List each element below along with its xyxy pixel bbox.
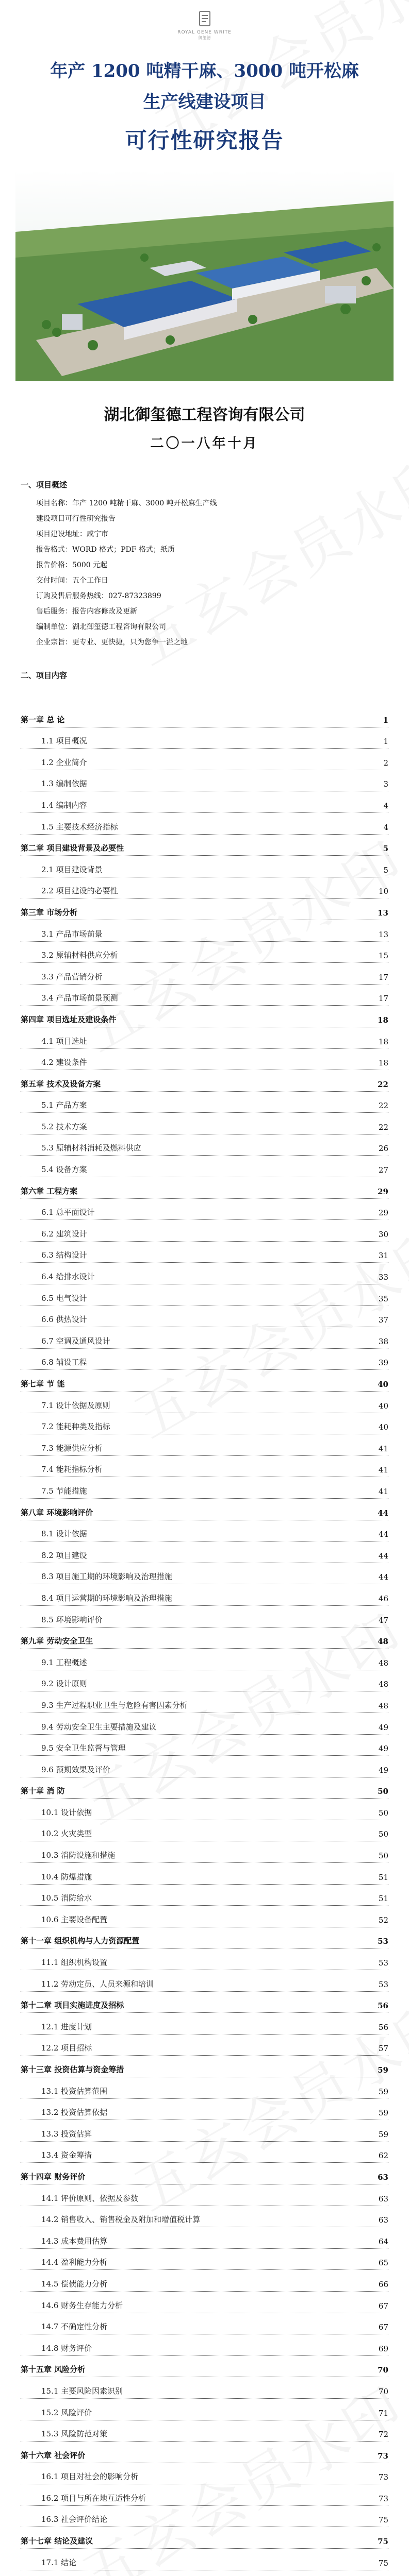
toc-page-number: 35 — [378, 1294, 388, 1303]
toc-page-number: 50 — [378, 1808, 388, 1818]
toc-section-row[interactable] — [21, 1220, 388, 1242]
toc-page-number: 70 — [378, 2386, 388, 2396]
toc-page-number: 65 — [378, 2258, 388, 2268]
toc-section-row[interactable] — [21, 1541, 388, 1563]
toc-page-number: 64 — [378, 2236, 388, 2246]
toc-entry-title: 9.4 劳动安全卫生主要措施及建议 — [41, 1722, 157, 1732]
toc-section-row[interactable] — [21, 1263, 388, 1284]
toc-entry-title: 10.3 消防设施和措施 — [41, 1851, 116, 1860]
toc-entry-title: 1.5 主要技术经济指标 — [41, 822, 118, 832]
toc-entry-title: 11.1 组织机构设置 — [41, 1958, 108, 1968]
toc-page-number: 73 — [378, 2451, 388, 2461]
toc-section-row[interactable] — [21, 1327, 388, 1349]
toc-section-row[interactable] — [21, 2120, 388, 2142]
toc-section-row[interactable] — [21, 1948, 388, 1970]
toc-section-row[interactable] — [21, 1392, 388, 1413]
overview-line: 企业宗旨：更专业、更快捷，只为您争一溢之地 — [36, 638, 188, 647]
company-logo — [0, 9, 409, 41]
toc-entry-title: 7.4 能耗指标分析 — [41, 1465, 103, 1475]
toc-page-number: 51 — [378, 1872, 388, 1882]
toc-chapter-row[interactable] — [21, 899, 388, 920]
toc-section-row[interactable] — [21, 2249, 388, 2270]
toc-entry-title: 第四章 项目选址及建设条件 — [21, 1014, 117, 1024]
toc-page-number: 59 — [378, 2087, 388, 2096]
toc-entry-title: 6.3 结构设计 — [41, 1250, 87, 1260]
toc-page-number: 59 — [378, 2108, 388, 2118]
toc-chapter-row[interactable] — [21, 835, 388, 856]
toc-section-row[interactable] — [21, 1584, 388, 1606]
toc-entry-title: 10.5 消防给水 — [41, 1893, 92, 1903]
toc-entry-title: 10.2 火灾类型 — [41, 1829, 92, 1839]
overview-list — [36, 496, 387, 650]
toc-page-number: 2 — [383, 758, 388, 768]
toc-page-number: 3 — [383, 779, 388, 789]
toc-page-number: 1 — [383, 715, 388, 725]
toc-section-row[interactable] — [21, 813, 388, 835]
toc-page-number: 72 — [378, 2430, 388, 2439]
overview-line: 项目名称：年产 1200 吨精干麻、3000 吨开松麻生产线 — [36, 499, 217, 507]
toc-entry-title: 8.5 环境影响评价 — [41, 1615, 103, 1624]
toc-page-number: 22 — [378, 1122, 388, 1132]
toc-section-row[interactable] — [21, 1841, 388, 1863]
toc-page-number: 44 — [378, 1508, 388, 1518]
toc-page-number: 13 — [378, 929, 388, 939]
toc-entry-title: 第三章 市场分析 — [21, 907, 78, 917]
toc-entry-title: 14.6 财务生存能力分析 — [41, 2300, 123, 2310]
toc-entry-title: 第七章 节 能 — [21, 1379, 65, 1388]
toc-page-number: 46 — [378, 1594, 388, 1603]
toc-page-number: 73 — [378, 2472, 388, 2482]
toc-page-number: 53 — [378, 1937, 388, 1946]
toc-page-number: 40 — [378, 1401, 388, 1411]
overview-line: 报告格式：WORD 格式；PDF 格式；纸质 — [36, 546, 175, 554]
toc-page-number: 29 — [378, 1187, 388, 1196]
toc-entry-title: 8.1 设计依据 — [41, 1529, 87, 1539]
toc-section-row[interactable] — [21, 985, 388, 1006]
toc-page-number: 56 — [378, 2001, 388, 2011]
toc-section-row[interactable] — [21, 2227, 388, 2249]
toc-entry-title: 第十三章 投资估算与资金筹措 — [21, 2065, 124, 2074]
toc-section-row[interactable] — [21, 1691, 388, 1713]
overview-line: 报告价格：5000 元起 — [36, 561, 108, 569]
toc-section-row[interactable] — [21, 1477, 388, 1499]
toc-page-number: 56 — [378, 2022, 388, 2032]
toc-entry-title: 6.1 总平面设计 — [41, 1208, 95, 1217]
toc-entry-title: 17.1 结论 — [41, 2557, 77, 2567]
toc-page-number: 48 — [378, 1637, 388, 1647]
overview-line: 编制单位：湖北御玺德工程咨询有限公司 — [36, 623, 166, 631]
toc-section-row[interactable] — [21, 2184, 388, 2206]
toc-entry-title: 8.3 项目施工期的环境影响及治理措施 — [41, 1572, 172, 1582]
overview-line: 订购及售后服务热线：027-87323899 — [36, 592, 161, 600]
toc-chapter-row[interactable] — [21, 1992, 388, 2013]
toc-chapter-row[interactable] — [21, 1499, 388, 1520]
toc-entry-title: 2.2 项目建设的必要性 — [41, 886, 118, 896]
toc-page-number: 49 — [378, 1744, 388, 1754]
toc-section-row[interactable] — [21, 2292, 388, 2313]
toc-entry-title: 7.3 能源供应分析 — [41, 1443, 103, 1453]
toc-entry-title: 6.5 电气设计 — [41, 1293, 87, 1303]
toc-page-number: 27 — [378, 1165, 388, 1175]
toc-page-number: 50 — [378, 1787, 388, 1797]
toc-section-row[interactable] — [21, 1756, 388, 1777]
toc-entry-title: 3.3 产品营销分析 — [41, 972, 103, 981]
toc-section-row[interactable] — [21, 1242, 388, 1263]
toc-entry-title: 10.6 主要设备配置 — [41, 1914, 108, 1924]
toc-page-number: 37 — [378, 1315, 388, 1325]
toc-section-row[interactable] — [21, 1456, 388, 1478]
toc-section-row[interactable] — [21, 1563, 388, 1585]
toc-chapter-row[interactable] — [21, 2163, 388, 2184]
toc-entry-title: 13.4 资金筹措 — [41, 2150, 92, 2160]
toc-page-number: 48 — [378, 1701, 388, 1710]
toc-page-number: 18 — [378, 1037, 388, 1046]
toc-page-number: 69 — [378, 2344, 388, 2353]
toc-entry-title: 12.1 进度计划 — [41, 2022, 92, 2031]
toc-page-number: 44 — [378, 1551, 388, 1561]
toc-page-number: 10 — [378, 887, 388, 896]
toc-section-row[interactable] — [21, 877, 388, 899]
toc-entry-title: 14.2 销售收入、销售税金及附加和增值税计算 — [41, 2215, 201, 2225]
toc-section-row[interactable] — [21, 920, 388, 942]
toc-entry-title: 8.2 项目建设 — [41, 1550, 87, 1560]
toc-page-number: 38 — [378, 1336, 388, 1346]
toc-section-row[interactable] — [21, 1970, 388, 1992]
toc-page-number: 30 — [378, 1229, 388, 1239]
toc-section-row[interactable] — [21, 2549, 388, 2570]
toc-section-row[interactable] — [21, 2206, 388, 2228]
logo-text: ROYAL GENE WRITE — [177, 30, 232, 35]
toc-page-number: 40 — [378, 1380, 388, 1389]
toc-section-row[interactable] — [21, 2506, 388, 2528]
toc-entry-title: 13.2 投资估算依据 — [41, 2108, 108, 2117]
toc-page-number: 41 — [378, 1444, 388, 1453]
toc-section-row[interactable] — [21, 2313, 388, 2335]
overview-line: 建设项目可行性研究报告 — [36, 515, 116, 523]
toc-page-number: 75 — [378, 2537, 388, 2547]
toc-chapter-row[interactable] — [21, 1006, 388, 1027]
toc-section-row[interactable] — [21, 1306, 388, 1328]
report-title-line2: 生产线建设项目 — [143, 92, 266, 112]
toc-section-row[interactable] — [21, 1349, 388, 1370]
toc-page-number: 50 — [378, 1851, 388, 1861]
toc-chapter-row[interactable] — [21, 1370, 388, 1392]
toc-page-number: 53 — [378, 1979, 388, 1989]
toc-page-number: 33 — [378, 1273, 388, 1282]
toc-section-row[interactable] — [21, 2334, 388, 2356]
toc-page-number: 40 — [378, 1422, 388, 1432]
toc-entry-title: 5.3 原辅材料消耗及燃料供应 — [41, 1143, 141, 1153]
toc-section-row[interactable] — [21, 1649, 388, 1670]
toc-entry-title: 16.2 项目与所在地互适性分析 — [41, 2493, 146, 2503]
toc-entry-title: 14.7 不确定性分析 — [41, 2322, 108, 2332]
toc-entry-title: 9.6 预期效果及评价 — [41, 1765, 110, 1774]
toc-page-number: 22 — [378, 1101, 388, 1111]
toc-section-row[interactable] — [21, 1049, 388, 1071]
toc-section-row[interactable] — [21, 1284, 388, 1306]
toc-page-number: 22 — [378, 1079, 388, 1089]
toc-entry-title: 9.5 安全卫生监督与管理 — [41, 1743, 126, 1753]
toc-page-number: 67 — [378, 2301, 388, 2311]
table-of-contents — [21, 706, 388, 2576]
toc-entry-title: 7.1 设计依据及原则 — [41, 1400, 110, 1410]
toc-entry-title: 5.2 技术方案 — [41, 1122, 87, 1131]
toc-entry-title: 14.4 盈利能力分析 — [41, 2258, 108, 2267]
toc-entry-title: 第八章 环境影响评价 — [21, 1507, 93, 1517]
toc-entry-title: 14.5 偿债能力分析 — [41, 2279, 108, 2289]
logo-icon — [195, 9, 214, 28]
toc-section-row[interactable] — [21, 1520, 388, 1542]
overview-heading: 一、项目概述 — [21, 480, 68, 489]
toc-page-number: 52 — [378, 1915, 388, 1925]
toc-section-row[interactable] — [21, 2420, 388, 2442]
toc-page-number: 70 — [378, 2365, 388, 2375]
toc-entry-title: 9.1 工程概述 — [41, 1657, 87, 1667]
report-title-main: 可行性研究报告 — [125, 128, 284, 153]
toc-page-number: 4 — [383, 822, 388, 832]
toc-page-number: 18 — [378, 1058, 388, 1068]
toc-chapter-row[interactable] — [21, 1177, 388, 1199]
toc-entry-title: 6.4 给排水设计 — [41, 1272, 95, 1282]
toc-section-row[interactable] — [21, 2377, 388, 2399]
toc-page-number: 49 — [378, 1722, 388, 1732]
toc-entry-title: 9.2 设计原则 — [41, 1679, 87, 1689]
toc-entry-title: 第五章 技术及设备方案 — [21, 1079, 101, 1089]
toc-page-number: 71 — [378, 2408, 388, 2418]
toc-section-row[interactable] — [21, 2399, 388, 2420]
toc-section-row[interactable] — [21, 1713, 388, 1735]
toc-entry-title: 第十二章 项目实施进度及招标 — [21, 2001, 124, 2010]
toc-chapter-row[interactable] — [21, 1927, 388, 1949]
toc-entry-title: 3.4 产品市场前景预测 — [41, 993, 118, 1003]
logo-subtext: 御玺德 — [198, 36, 211, 40]
toc-entry-title: 第十五章 风险分析 — [21, 2365, 86, 2375]
toc-page-number: 13 — [378, 908, 388, 918]
toc-entry-title: 第十章 消 防 — [21, 1786, 65, 1796]
toc-entry-title: 15.2 风险评价 — [41, 2408, 92, 2417]
toc-page-number: 44 — [378, 1572, 388, 1582]
toc-entry-title: 10.1 设计依据 — [41, 1807, 92, 1817]
toc-page-number: 48 — [378, 1680, 388, 1689]
toc-entry-title: 7.5 节能措施 — [41, 1486, 87, 1496]
toc-section-row[interactable] — [21, 2013, 388, 2035]
toc-page-number: 48 — [378, 1658, 388, 1668]
toc-section-row[interactable] — [21, 1606, 388, 1628]
toc-section-row[interactable] — [21, 1799, 388, 1820]
toc-entry-title: 7.2 能耗种类及指标 — [41, 1422, 110, 1432]
toc-section-row[interactable] — [21, 749, 388, 770]
toc-section-row[interactable] — [21, 942, 388, 963]
toc-page-number: 62 — [378, 2151, 388, 2161]
toc-entry-title: 第十七章 结论及建议 — [21, 2536, 93, 2546]
toc-page-number: 63 — [378, 2172, 388, 2182]
toc-entry-title: 5.4 设备方案 — [41, 1165, 87, 1175]
toc-section-row[interactable] — [21, 1199, 388, 1221]
toc-section-row[interactable] — [21, 2484, 388, 2506]
toc-page-number: 5 — [383, 844, 388, 854]
toc-entry-title: 8.4 项目运营期的环境影响及治理措施 — [41, 1593, 172, 1603]
toc-section-row[interactable] — [21, 2270, 388, 2292]
toc-entry-title: 3.2 原辅材料供应分析 — [41, 951, 118, 960]
toc-entry-title: 1.2 企业简介 — [41, 757, 87, 767]
toc-page-number: 29 — [378, 1208, 388, 1218]
toc-entry-title: 2.1 项目建设背景 — [41, 865, 103, 874]
toc-entry-title: 5.1 产品方案 — [41, 1100, 87, 1110]
toc-section-row[interactable] — [21, 1863, 388, 1885]
toc-entry-title: 15.3 风险防范对策 — [41, 2429, 108, 2439]
toc-page-number: 67 — [378, 2323, 388, 2332]
toc-page-number: 47 — [378, 1615, 388, 1625]
toc-chapter-row[interactable] — [21, 2056, 388, 2077]
toc-entry-title: 14.3 成本费用估算 — [41, 2236, 108, 2246]
toc-entry-title: 13.3 投资估算 — [41, 2129, 92, 2139]
toc-page-number: 1 — [383, 737, 388, 747]
toc-section-row[interactable] — [21, 1113, 388, 1134]
toc-section-row[interactable] — [21, 727, 388, 749]
toc-section-row[interactable] — [21, 1027, 388, 1049]
toc-chapter-row[interactable] — [21, 2527, 388, 2549]
toc-entry-title: 第十四章 财务评价 — [21, 2172, 86, 2181]
toc-entry-title: 第九章 劳动安全卫生 — [21, 1636, 93, 1646]
toc-page-number: 4 — [383, 801, 388, 810]
toc-page-number: 59 — [378, 2129, 388, 2139]
toc-section-row[interactable] — [21, 2463, 388, 2485]
toc-page-number: 49 — [378, 1765, 388, 1775]
toc-entry-title: 6.6 供热设计 — [41, 1315, 87, 1325]
toc-chapter-row[interactable] — [21, 1070, 388, 1092]
toc-entry-title: 16.3 社会评价结论 — [41, 2515, 108, 2524]
toc-entry-title: 4.1 项目选址 — [41, 1036, 87, 1046]
toc-section-row[interactable] — [21, 2142, 388, 2163]
toc-section-row[interactable] — [21, 2035, 388, 2056]
toc-page-number: 53 — [378, 1958, 388, 1968]
toc-section-row[interactable] — [21, 963, 388, 985]
toc-entry-title: 3.1 产品市场前景 — [41, 929, 103, 939]
toc-entry-title: 4.2 建设条件 — [41, 1058, 87, 1067]
overview-line: 售后服务：报告内容修改及更新 — [36, 607, 137, 616]
toc-page-number: 26 — [378, 1144, 388, 1154]
toc-entry-title: 第十一章 组织机构与人力资源配置 — [21, 1936, 140, 1946]
toc-section-row[interactable] — [21, 1820, 388, 1842]
toc-page-number: 15 — [378, 951, 388, 961]
toc-entry-title: 14.1 评价原则、依据及参数 — [41, 2193, 139, 2203]
toc-entry-title: 15.1 主要风险因素识别 — [41, 2386, 123, 2396]
toc-entry-title: 第十六章 社会评价 — [21, 2450, 86, 2460]
toc-chapter-row[interactable] — [21, 2356, 388, 2378]
toc-entry-title: 6.7 空调及通风设计 — [41, 1336, 110, 1346]
toc-section-row[interactable] — [21, 1413, 388, 1435]
toc-heading: 二、项目内容 — [21, 671, 68, 680]
toc-page-number: 5 — [383, 865, 388, 875]
overview-line: 项目建设地址：咸宁市 — [36, 530, 108, 538]
toc-section-row[interactable] — [21, 770, 388, 792]
toc-entry-title: 10.4 防爆措施 — [41, 1872, 92, 1882]
toc-page-number: 39 — [378, 1358, 388, 1368]
toc-entry-title: 13.1 投资估算范围 — [41, 2086, 108, 2096]
report-title-line1: 年产 1200 吨精干麻、3000 吨开松麻 — [50, 61, 359, 81]
toc-section-row[interactable] — [21, 1134, 388, 1156]
report-date: 二〇一八年十月 — [150, 436, 259, 451]
toc-page-number: 75 — [378, 2558, 388, 2568]
toc-chapter-row[interactable] — [21, 2442, 388, 2463]
toc-entry-title: 11.2 劳动定员、人员来源和培训 — [41, 1979, 154, 1989]
toc-page-number: 75 — [378, 2515, 388, 2525]
factory-aerial-image — [15, 170, 394, 381]
toc-page-number: 17 — [378, 994, 388, 1004]
toc-section-row[interactable] — [21, 1885, 388, 1906]
toc-page-number: 57 — [378, 2044, 388, 2054]
toc-section-row[interactable] — [21, 1092, 388, 1113]
toc-entry-title: 16.1 项目对社会的影响分析 — [41, 2472, 139, 2482]
company-name: 湖北御玺德工程咨询有限公司 — [104, 406, 305, 424]
toc-entry-title: 6.2 建筑设计 — [41, 1229, 87, 1239]
toc-section-row[interactable] — [21, 1670, 388, 1692]
toc-page-number: 66 — [378, 2279, 388, 2289]
toc-section-row[interactable] — [21, 2077, 388, 2099]
toc-page-number: 41 — [378, 1465, 388, 1475]
toc-section-row[interactable] — [21, 1735, 388, 1756]
toc-entry-title: 14.8 财务评价 — [41, 2343, 92, 2353]
toc-page-number: 59 — [378, 2065, 388, 2075]
toc-section-row[interactable] — [21, 2570, 388, 2576]
toc-page-number: 41 — [378, 1486, 388, 1496]
toc-section-row[interactable] — [21, 2099, 388, 2121]
toc-page-number: 51 — [378, 1894, 388, 1904]
toc-section-row[interactable] — [21, 1906, 388, 1927]
toc-page-number: 17 — [378, 972, 388, 982]
toc-entry-title: 1.3 编制依据 — [41, 779, 87, 789]
toc-page-number: 44 — [378, 1530, 388, 1539]
overview-line: 交付时间：五个工作日 — [36, 577, 108, 585]
toc-entry-title: 1.1 项目概况 — [41, 736, 87, 746]
toc-page-number: 50 — [378, 1829, 388, 1839]
toc-entry-title: 1.4 编制内容 — [41, 800, 87, 810]
toc-entry-title: 第二章 项目建设背景及必要性 — [21, 843, 124, 853]
toc-page-number: 63 — [378, 2194, 388, 2204]
toc-entry-title: 第一章 总 论 — [21, 715, 65, 724]
toc-page-number: 31 — [378, 1251, 388, 1261]
toc-section-row[interactable] — [21, 1434, 388, 1456]
toc-entry-title: 第六章 工程方案 — [21, 1186, 78, 1196]
toc-page-number: 73 — [378, 2494, 388, 2503]
toc-section-row[interactable] — [21, 791, 388, 813]
toc-entry-title: 12.2 项目招标 — [41, 2043, 92, 2053]
toc-page-number: 63 — [378, 2215, 388, 2225]
toc-page-number: 18 — [378, 1015, 388, 1025]
toc-chapter-row[interactable] — [21, 1628, 388, 1649]
toc-entry-title: 6.8 辅设工程 — [41, 1358, 87, 1367]
toc-chapter-row[interactable] — [21, 706, 388, 727]
toc-section-row[interactable] — [21, 1156, 388, 1177]
toc-section-row[interactable] — [21, 856, 388, 877]
toc-entry-title: 9.3 生产过程职业卫生与危险有害因素分析 — [41, 1700, 188, 1710]
toc-chapter-row[interactable] — [21, 1777, 388, 1799]
